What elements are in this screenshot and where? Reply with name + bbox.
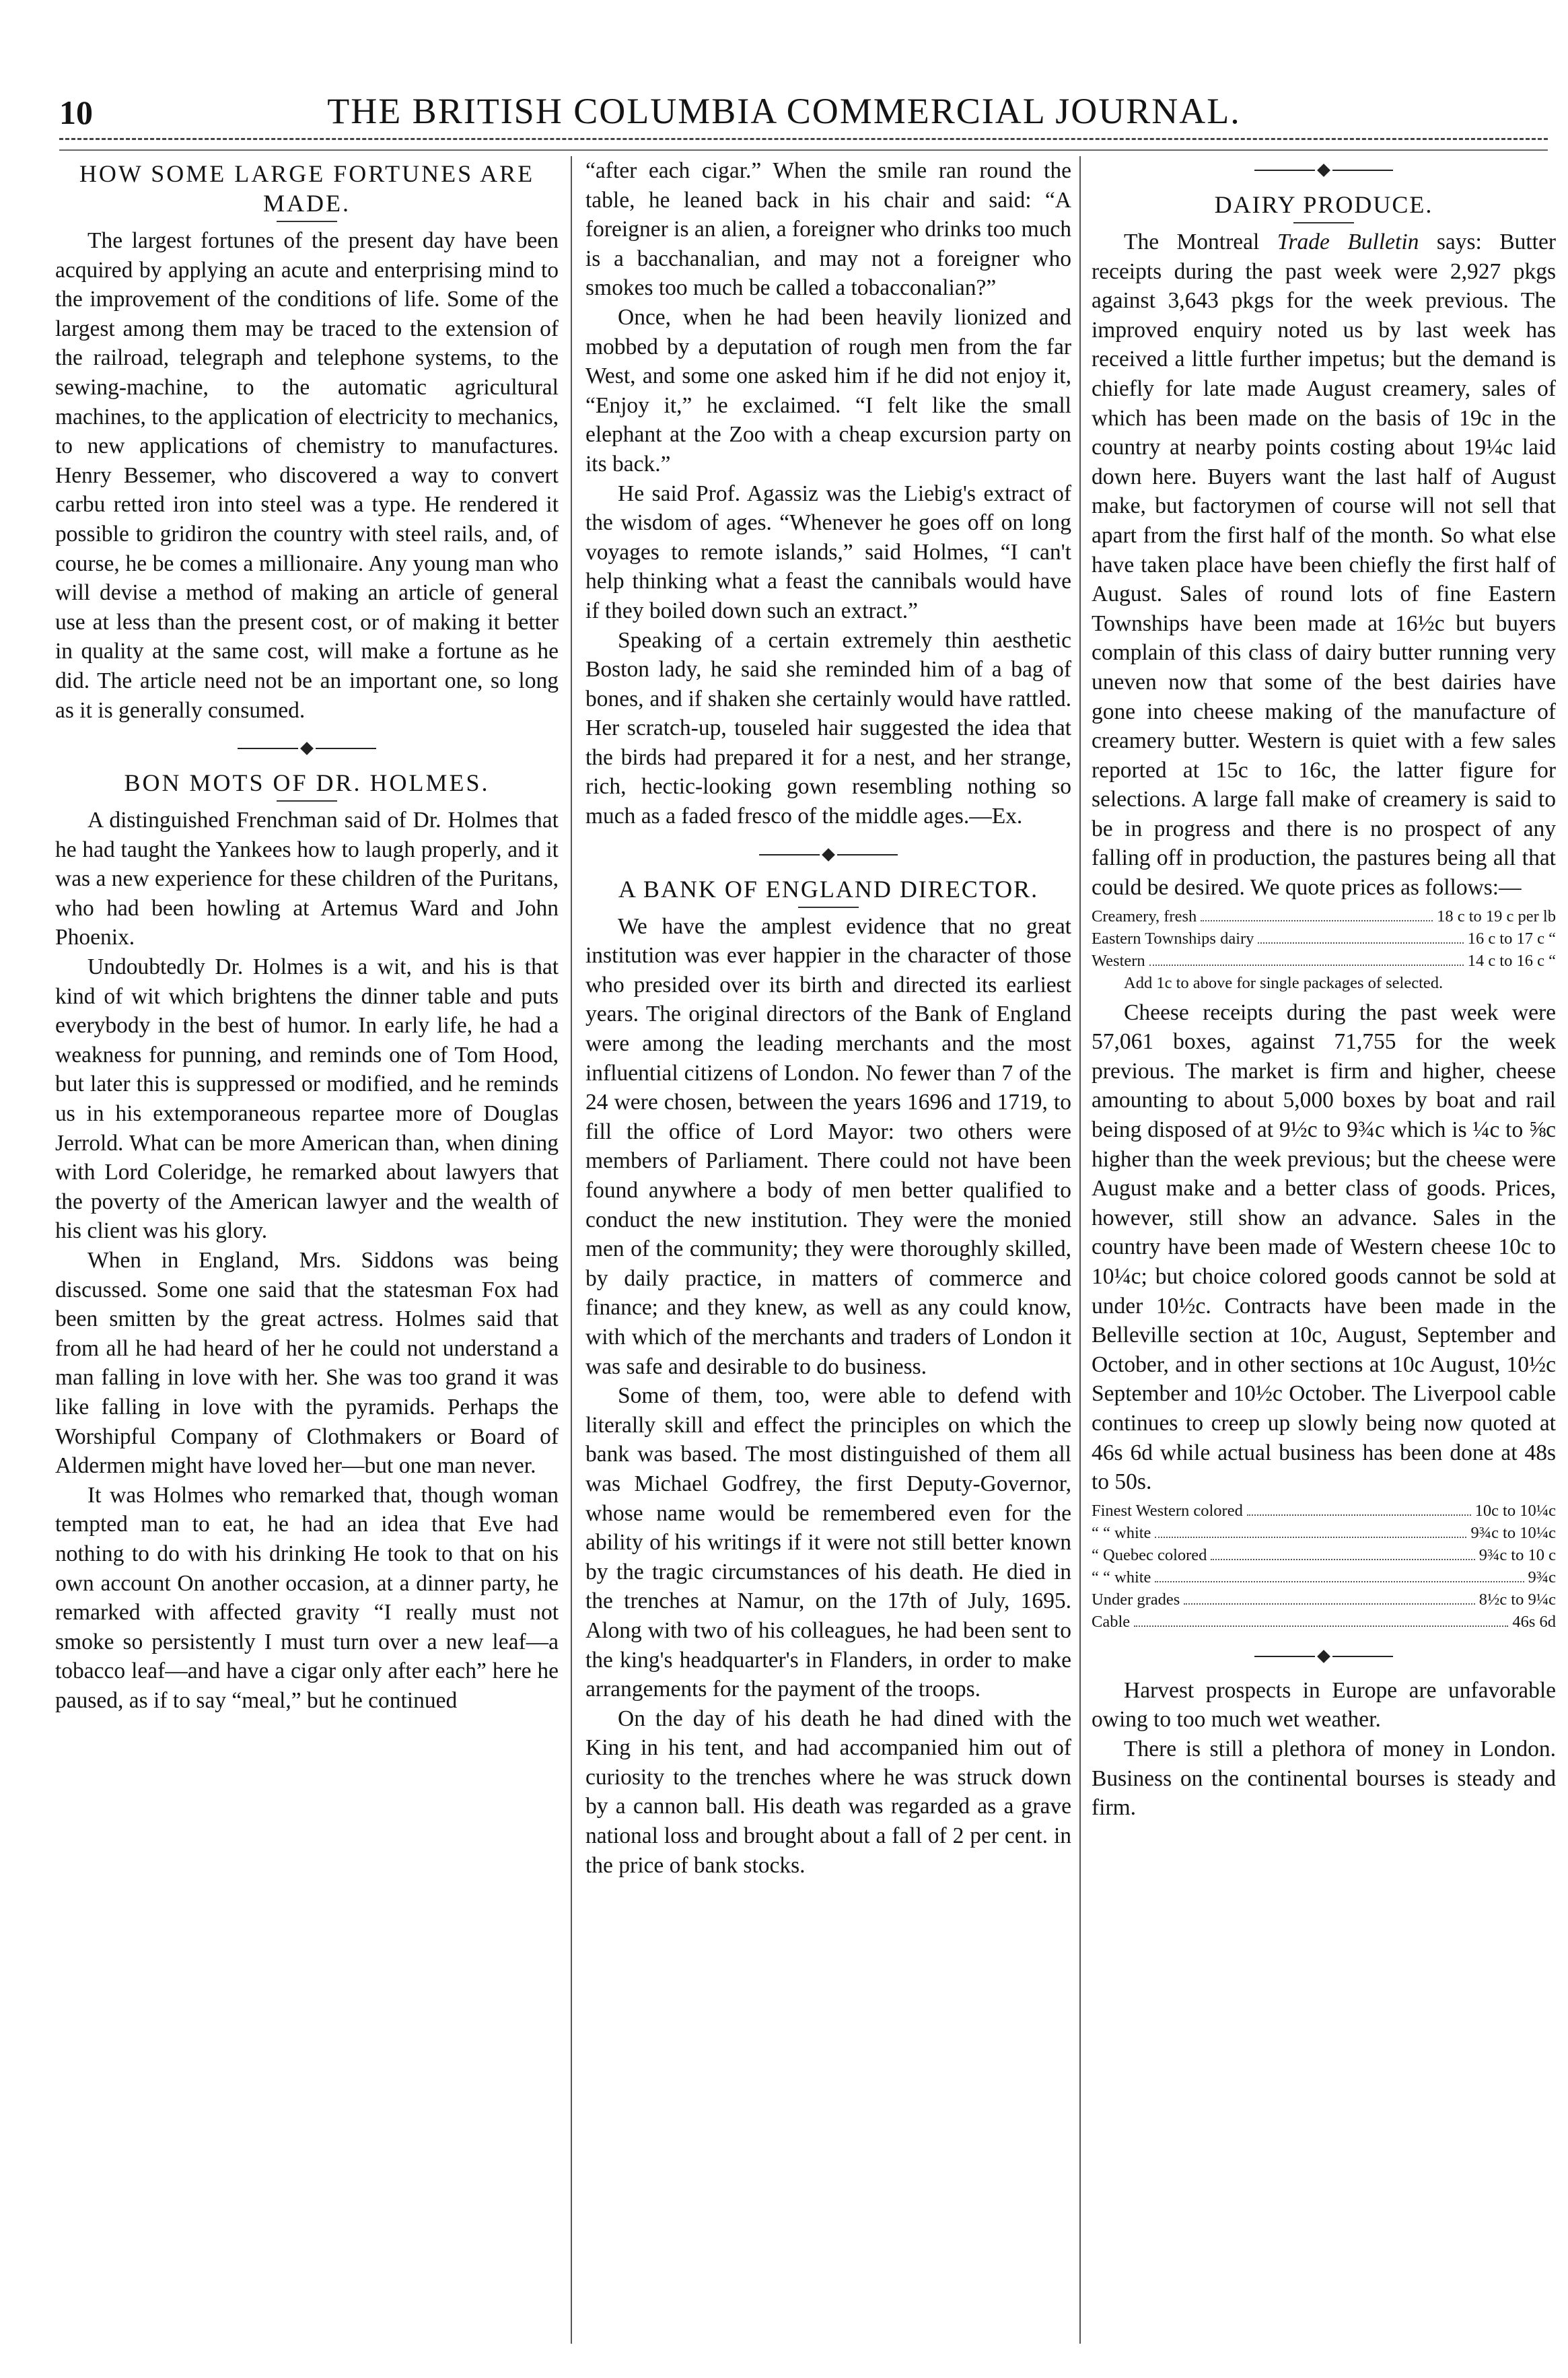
header-rule — [59, 149, 1548, 151]
journal-title: THE BRITISH COLUMBIA COMMERCIAL JOURNAL. — [327, 91, 1241, 131]
title-rule — [277, 221, 337, 222]
article-paragraph: He said Prof. Agassiz was the Liebig's extract of the wisdom of ages. “Whenever he goes off on long voyages to remote islands,” said Holmes, “I can't help thinking what a feast the cannibals would have if they boiled down such an extract.” — [585, 481, 1071, 623]
article-title-bank: A BANK OF ENGLAND DIRECTOR. — [618, 875, 1039, 903]
column-divider — [571, 156, 572, 2344]
price-label: “ Quebec colored — [1092, 1545, 1207, 1564]
price-value: 16 c to 17 c “ — [1467, 929, 1556, 948]
butter-price-table — [1092, 905, 1556, 994]
article-paragraph: Undoubtedly Dr. Holmes is a wit, and his is that kind of wit which brightens the dinner table and puts everybody in the best of humor. In early life, he had a weakness for punning, and reminds one of Tom Hood, but later this is suppressed or modified, and he reminds us in his extemporaneous repartee more of Douglas Jerrold. What can be more American than, when dining with Lord Coleridge, he remarked about lawyers that the poverty of the American lawyer and the wealth of his client was his glory. — [55, 954, 559, 1244]
price-label: Cable — [1092, 1612, 1131, 1631]
title-rule — [1293, 222, 1354, 223]
article-paragraph: Harvest prospects in Europe are unfavorable owing to too much wet weather. — [1092, 1677, 1556, 1733]
cheese-price-table — [1092, 1500, 1556, 1633]
article-paragraph: There is still a plethora of money in London. Business on the continental bourses is steady and firm. — [1092, 1736, 1556, 1821]
article-paragraph-continued: “after each cigar.” When the smile ran round the table, he leaned back in his chair and said: “A foreigner is an alien, a foreigner who drinks too much is a bacchanalian, and may not a foreigner who smokes too much be called a tobacconalian?” — [585, 158, 1071, 301]
article-paragraph: It was Holmes who remarked that, though woman tempted man to eat, he had an idea that Eve had nothing to do with his drinking He took to that on his own account On another occasion, at a dinner party, he remarked with affected gravity “I really must not smoke so persistently I must turn over a new leaf—a tobacco leaf—and have a cigar only after each” here he paused, as if to say “meal,” but he continued — [55, 1482, 559, 1713]
price-label: “ “ white — [1092, 1568, 1151, 1586]
price-label: Eastern Townships dairy — [1092, 929, 1254, 948]
price-label: Finest Western colored — [1092, 1501, 1243, 1520]
header-dashed-rule — [59, 138, 1548, 140]
page-number: 10 — [59, 94, 93, 131]
price-label: Western — [1092, 951, 1145, 970]
article-title-holmes: BON MOTS OF DR. HOLMES. — [124, 769, 490, 797]
publication-name: Trade Bulletin — [1277, 230, 1419, 254]
price-note: Add 1c to above for single packages of selected. — [1124, 973, 1444, 992]
article-title-fortunes: HOW SOME LARGE FORTUNES ARE MADE. — [79, 160, 535, 217]
price-row — [1092, 1544, 1556, 1566]
price-label: Creamery, fresh — [1092, 907, 1197, 925]
article-paragraph: Cheese receipts during the past week were 57,061 boxes, against 71,755 for the week previous. The market is firm and higher, cheese amounting to about 5,000 boxes by boat and rail being disposed of at 9½c to 9¾c which is ¼c to ⅝c higher than the week previous; but the cheese were August make and a better class of goods. Prices, however, still show an advance. Sales in the country have been made of Western cheese 10c to 10¼c; but choice colored goods cannot be sold at under 10½c. Contracts have been made in the Belleville section at 10c, August, September and October, and in other sections at 10c August, 10½c September and 10½c October. The Liverpool cable continues to creep up slowly being now quoted at 46s 6d while actual business has been done at 48s to 50s. — [1092, 1000, 1556, 1495]
article-paragraph: When in England, Mrs. Siddons was being discussed. Some one said that the statesman Fox had been smitten by the great actress. Holmes said that from all he had heard of her he could not understand a man falling in love with her. She was too grand it was like falling in love with the pyramids. Perhaps the Worshipful Company of Clothmakers or Board of Aldermen might have loved her—but one man never. — [55, 1248, 559, 1479]
price-value: 14 c to 16 c “ — [1467, 951, 1556, 970]
article-paragraph: Once, when he had been heavily lionized and mobbed by a deputation of rough men from the far West, and some one asked him if he did not enjoy it, “Enjoy it,” he exclaimed. “I felt like the small elephant at the Zoo with a cheap excursion party on its back.” — [585, 304, 1071, 477]
price-row — [1092, 928, 1556, 950]
price-row — [1092, 1566, 1556, 1588]
masthead — [0, 81, 1568, 141]
section-divider-ornament — [1092, 1652, 1556, 1661]
price-value: 8½c to 9¼c — [1478, 1590, 1556, 1609]
section-divider-ornament — [55, 744, 559, 753]
column-1 — [55, 156, 559, 2357]
price-value: 9¾c — [1528, 1568, 1556, 1586]
article-paragraph: Some of them, too, were able to defend with literally skill and effect the principles on which the bank was based. The most distinguished of them all was Michael Godfrey, the first Deputy-Governor, whose name would be remembered even for the ability of his writings if it were not still better known by the tragic circumstances of his death. He died in the trenches at Namur, on the 17th of July, 1695. Along with two of his colleagues, he had been sent to the king's headquarter's in Flanders, in order to make arrangements for the payment of the troops. — [585, 1383, 1071, 1702]
intro-text: says: Butter receipts during the past week were 2,927 pkgs against 3,643 pkgs for the week previous. The improved enquiry noted us by last week has received a little further impetus; but the demand is chiefly for late made August creamery, sales of which has been made on the basis of 19c in the country at nearby points costing about 19¼c laid down here. Buyers want the last half of August make, but factorymen of course will not sell that apart from the first half of the month. So what else have taken place have been chiefly the first half of August. Sales of round lots of fine Eastern Townships have been made at 16½c but buyers complain of this class of dairy butter running very uneven now that some of the best dairies have gone into cheese making of the manufacture of creamery butter. Western is quiet with a few sales reported at 15c to 16c, the latter figure for selections. A large fall make of creamery is said to be in progress and there is no prospect of any falling off in production, the pastures being all that could be desired. We quote prices as follows:— — [1092, 230, 1556, 901]
price-value: 46s 6d — [1512, 1612, 1556, 1631]
price-row — [1092, 950, 1556, 972]
price-value: 9¾c to 10¼c — [1470, 1523, 1556, 1542]
article-paragraph: On the day of his death he had dined with the King in his tent, and had accompanied him out of curiosity to the trenches where he was struck down by a cannon ball. His death was regarded as a grave national loss and brought about a fall of 2 per cent. in the price of bank stocks. — [585, 1706, 1071, 1878]
price-label: “ “ white — [1092, 1523, 1151, 1542]
price-value: 10c to 10¼c — [1474, 1501, 1556, 1520]
price-row — [1092, 905, 1556, 928]
title-rule — [798, 907, 859, 908]
article-paragraph: Speaking of a certain extremely thin aesthetic Boston lady, he said she reminded him of a bag of bones, and if shaken she certainly would have rattled. Her scratch-up, touseled hair suggested the idea that the birds had prepared it for a nest, and her strange, rich, hectic-looking gown resembling nothing so much as a faded fresco of the middle ages.—Ex. — [585, 627, 1071, 829]
price-value: 9¾c to 10 c — [1478, 1545, 1556, 1564]
price-label: Under grades — [1092, 1590, 1180, 1609]
price-value: 18 c to 19 c per lb — [1437, 907, 1556, 925]
title-rule — [277, 800, 337, 802]
section-divider-ornament — [1092, 166, 1556, 175]
article-paragraph: A distinguished Frenchman said of Dr. Holmes that he had taught the Yankees how to laugh properly, and it was a new experience for these children of the Puritans, who had been howling at Artemus Ward and John Phoenix. — [55, 808, 559, 950]
article-paragraph: We have the amplest evidence that no great institution was ever happier in the character of those who presided over its birth and directed its earliest years. The original directors of the Bank of England were among the leading merchants and the most influential citizens of London. No fewer than 7 of the 24 were chosen, between the years 1696 and 1719, to fill the office of Lord Mayor: two others were members of Parliament. There could not have been found anywhere a body of men better qualified to conduct the new institution. They were the monied men of the community; they were thoroughly skilled, by daily practice, in matters of commerce and finance; and they knew, as well as any could know, with which of the merchants and traders of London it was safe and desirable to do business. — [585, 913, 1071, 1379]
intro-lead: The Montreal — [1124, 230, 1277, 254]
price-row — [1092, 1522, 1556, 1544]
article-paragraph: The largest fortunes of the present day have been acquired by applying an acute and enterprising mind to the improvement of the conditions of life. Some of the largest among them may be traced to the extension of the railroad, telegraph and telephone systems, to the sewing-machine, to the automatic agricultural machines, to the application of electricity to mechanics, to new applications of chemistry to manufactures. Henry Bessemer, who discovered a way to convert carbu retted iron into steel was a type. He rendered it possible to gridiron the country with steel rails, and, of course, he be comes a millionaire. Any young man who will devise a method of making an article of general use at less than the present cost, or of making it better in quality at the same cost, will make a fortune as he did. The article need not be an important one, so long as it is generally consumed. — [55, 228, 559, 723]
price-row — [1092, 1500, 1556, 1522]
article-title-dairy: DAIRY PRODUCE. — [1214, 191, 1433, 218]
column-3 — [1092, 156, 1556, 2357]
section-divider-ornament — [585, 850, 1071, 860]
article-paragraph — [1092, 228, 1556, 903]
price-row — [1092, 1588, 1556, 1611]
price-row — [1092, 1611, 1556, 1633]
column-2 — [585, 156, 1071, 2357]
column-divider — [1079, 156, 1081, 2344]
